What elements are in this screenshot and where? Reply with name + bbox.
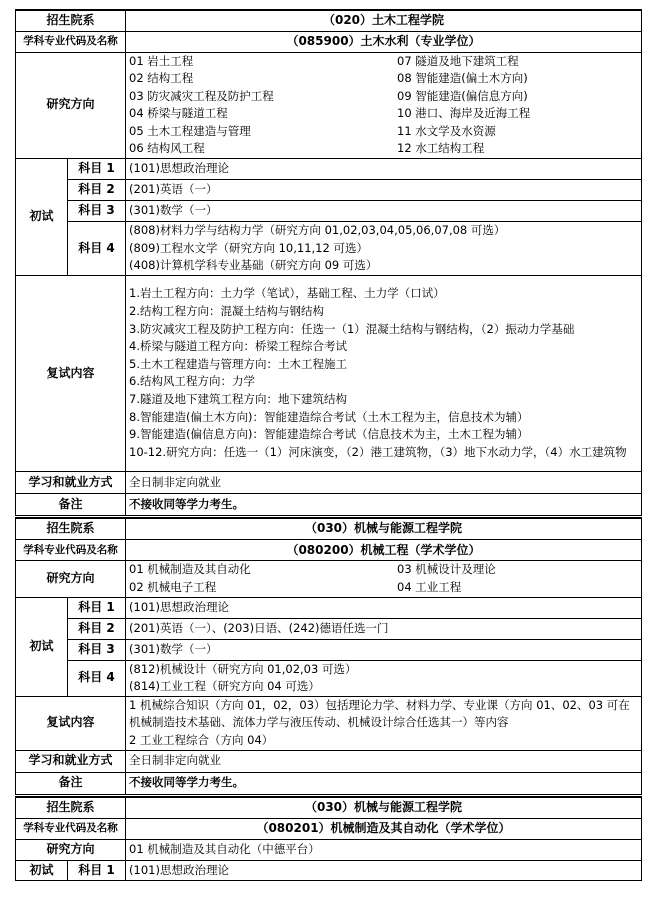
direction-item: 03 机械设计及理论 <box>397 562 496 577</box>
retest-line: 9.智能建造(偏信息方向)：智能建造综合考试（信息技术为主，土木工程为辅） <box>129 427 529 442</box>
research-direction-label: 研究方向 <box>16 840 126 861</box>
study-mode-label: 学习和就业方式 <box>16 471 126 493</box>
college-label: 招生院系 <box>16 797 126 819</box>
subject4-line: (808)材料力学与结构力学（研究方向 01,02,03,04,05,06,07,08 可选） <box>129 223 506 238</box>
program-block-civil <box>15 9 642 516</box>
college-label: 招生院系 <box>16 518 126 540</box>
subject3-value: (301)数学（一） <box>126 201 642 222</box>
research-direction-list <box>126 561 642 597</box>
initial-exam-label: 初试 <box>16 597 68 696</box>
subject4-line: (814)工业工程（研究方向 04 可选） <box>129 679 320 694</box>
remarks-value: 不接收同等学力考生。 <box>126 772 642 794</box>
remarks-value: 不接收同等学力考生。 <box>126 493 642 515</box>
subject3-label: 科目 3 <box>68 639 126 660</box>
research-direction-label: 研究方向 <box>16 561 126 597</box>
remarks-label: 备注 <box>16 493 126 515</box>
direction-item: 03 防灾减灾工程及防护工程 <box>129 88 274 103</box>
direction-item: 05 土木工程建造与管理 <box>129 123 251 138</box>
retest-content <box>126 696 642 750</box>
program-block-mechanical <box>15 517 642 795</box>
retest-line: 2 工业工程综合（方向 04） <box>129 733 274 748</box>
subject4-label: 科目 4 <box>68 222 126 276</box>
subject4-line: (408)计算机学科专业基础（研究方向 09 可选） <box>129 258 378 273</box>
retest-line: 2.结构工程方向：混凝土结构与钢结构 <box>129 303 324 318</box>
subject3-label: 科目 3 <box>68 201 126 222</box>
research-direction-label: 研究方向 <box>16 52 126 159</box>
subject1-label: 科目 1 <box>68 861 126 881</box>
initial-exam-label: 初试 <box>16 861 68 881</box>
subject1-value: (101)思想政治理论 <box>126 159 642 180</box>
major-label: 学科专业代码及名称 <box>16 819 126 840</box>
major-label: 学科专业代码及名称 <box>16 540 126 561</box>
subject4-line: (809)工程水文学（研究方向 10,11,12 可选） <box>129 240 368 255</box>
direction-item: 02 结构工程 <box>129 71 194 86</box>
college-value: （030）机械与能源工程学院 <box>126 797 642 819</box>
major-value: （080200）机械工程（学术学位） <box>126 540 642 561</box>
college-label: 招生院系 <box>16 10 126 31</box>
direction-item: 02 机械电子工程 <box>129 579 217 594</box>
retest-line: 8.智能建造(偏土木方向)：智能建造综合考试（土木工程为主，信息技术为辅） <box>129 409 529 424</box>
study-mode-value: 全日制非定向就业 <box>126 750 642 772</box>
direction-item: 04 工业工程 <box>397 579 462 594</box>
research-direction-list <box>126 52 642 159</box>
subject1-value: (101)思想政治理论 <box>126 597 642 618</box>
direction-item: 12 水工结构工程 <box>397 141 485 156</box>
retest-label: 复试内容 <box>16 696 126 750</box>
direction-item: 09 智能建造(偏信息方向) <box>397 88 528 103</box>
direction-item: 07 隧道及地下建筑工程 <box>397 53 519 68</box>
study-mode-value: 全日制非定向就业 <box>126 471 642 493</box>
subject2-label: 科目 2 <box>68 180 126 201</box>
remarks-label: 备注 <box>16 772 126 794</box>
college-value: （020）土木工程学院 <box>126 10 642 31</box>
retest-content <box>126 275 642 471</box>
study-mode-label: 学习和就业方式 <box>16 750 126 772</box>
subject1-label: 科目 1 <box>68 159 126 180</box>
direction-item: 08 智能建造(偏土木方向) <box>397 71 528 86</box>
subject2-value: (201)英语（一）、(203)日语、(242)德语任选一门 <box>126 618 642 639</box>
initial-exam-label: 初试 <box>16 159 68 276</box>
major-label: 学科专业代码及名称 <box>16 31 126 52</box>
direction-item: 06 结构风工程 <box>129 141 205 156</box>
subject1-value: (101)思想政治理论 <box>126 861 642 881</box>
major-value: （085900）土木水利（专业学位） <box>126 31 642 52</box>
retest-line: 3.防灾减灾工程及防护工程方向：任选一（1）混凝土结构与钢结构，（2）振动力学基础 <box>129 321 575 336</box>
direction-item: 10 港口、海岸及近海工程 <box>397 106 531 121</box>
retest-line: 4.桥梁与隧道工程方向：桥梁工程综合考试 <box>129 339 347 354</box>
direction-item: 04 桥梁与隧道工程 <box>129 106 228 121</box>
subject4-value <box>126 660 642 696</box>
major-value: （080201）机械制造及其自动化（学术学位） <box>126 819 642 840</box>
retest-line: 1.岩土工程方向：土力学（笔试），基础工程、土力学（口试） <box>129 286 445 301</box>
retest-line: 5.土木工程建造与管理方向：土木工程施工 <box>129 356 347 371</box>
retest-line: 6.结构风工程方向：力学 <box>129 374 255 389</box>
research-direction-value: 01 机械制造及其自动化（中德平台） <box>126 840 642 861</box>
college-value: （030）机械与能源工程学院 <box>126 518 642 540</box>
direction-item: 11 水文学及水资源 <box>397 123 496 138</box>
subject2-label: 科目 2 <box>68 618 126 639</box>
subject4-line: (812)机械设计（研究方向 01,02,03 可选） <box>129 661 357 676</box>
retest-line: 10-12.研究方向：任选一（1）河床演变，（2）港工建筑物，（3）地下水动力学，（4）水工建筑物 <box>129 444 627 459</box>
subject4-label: 科目 4 <box>68 660 126 696</box>
subject3-value: (301)数学（一） <box>126 639 642 660</box>
direction-item: 01 岩土工程 <box>129 53 194 68</box>
direction-item: 01 机械制造及其自动化 <box>129 562 251 577</box>
subject2-value: (201)英语（一） <box>126 180 642 201</box>
retest-line: 7.隧道及地下建筑工程方向：地下建筑结构 <box>129 391 347 406</box>
retest-line: 1 机械综合知识（方向 01，02，03）包括理论力学、材料力学、专业课（方向 01、02、03 可在机械制造技术基础、流体力学与液压传动、机械设计综合任选其一）等内容 <box>129 697 630 730</box>
subject1-label: 科目 1 <box>68 597 126 618</box>
program-block-manufacturing <box>15 796 642 882</box>
admission-catalog-sheet <box>15 9 641 881</box>
subject4-value <box>126 222 642 276</box>
retest-label: 复试内容 <box>16 275 126 471</box>
